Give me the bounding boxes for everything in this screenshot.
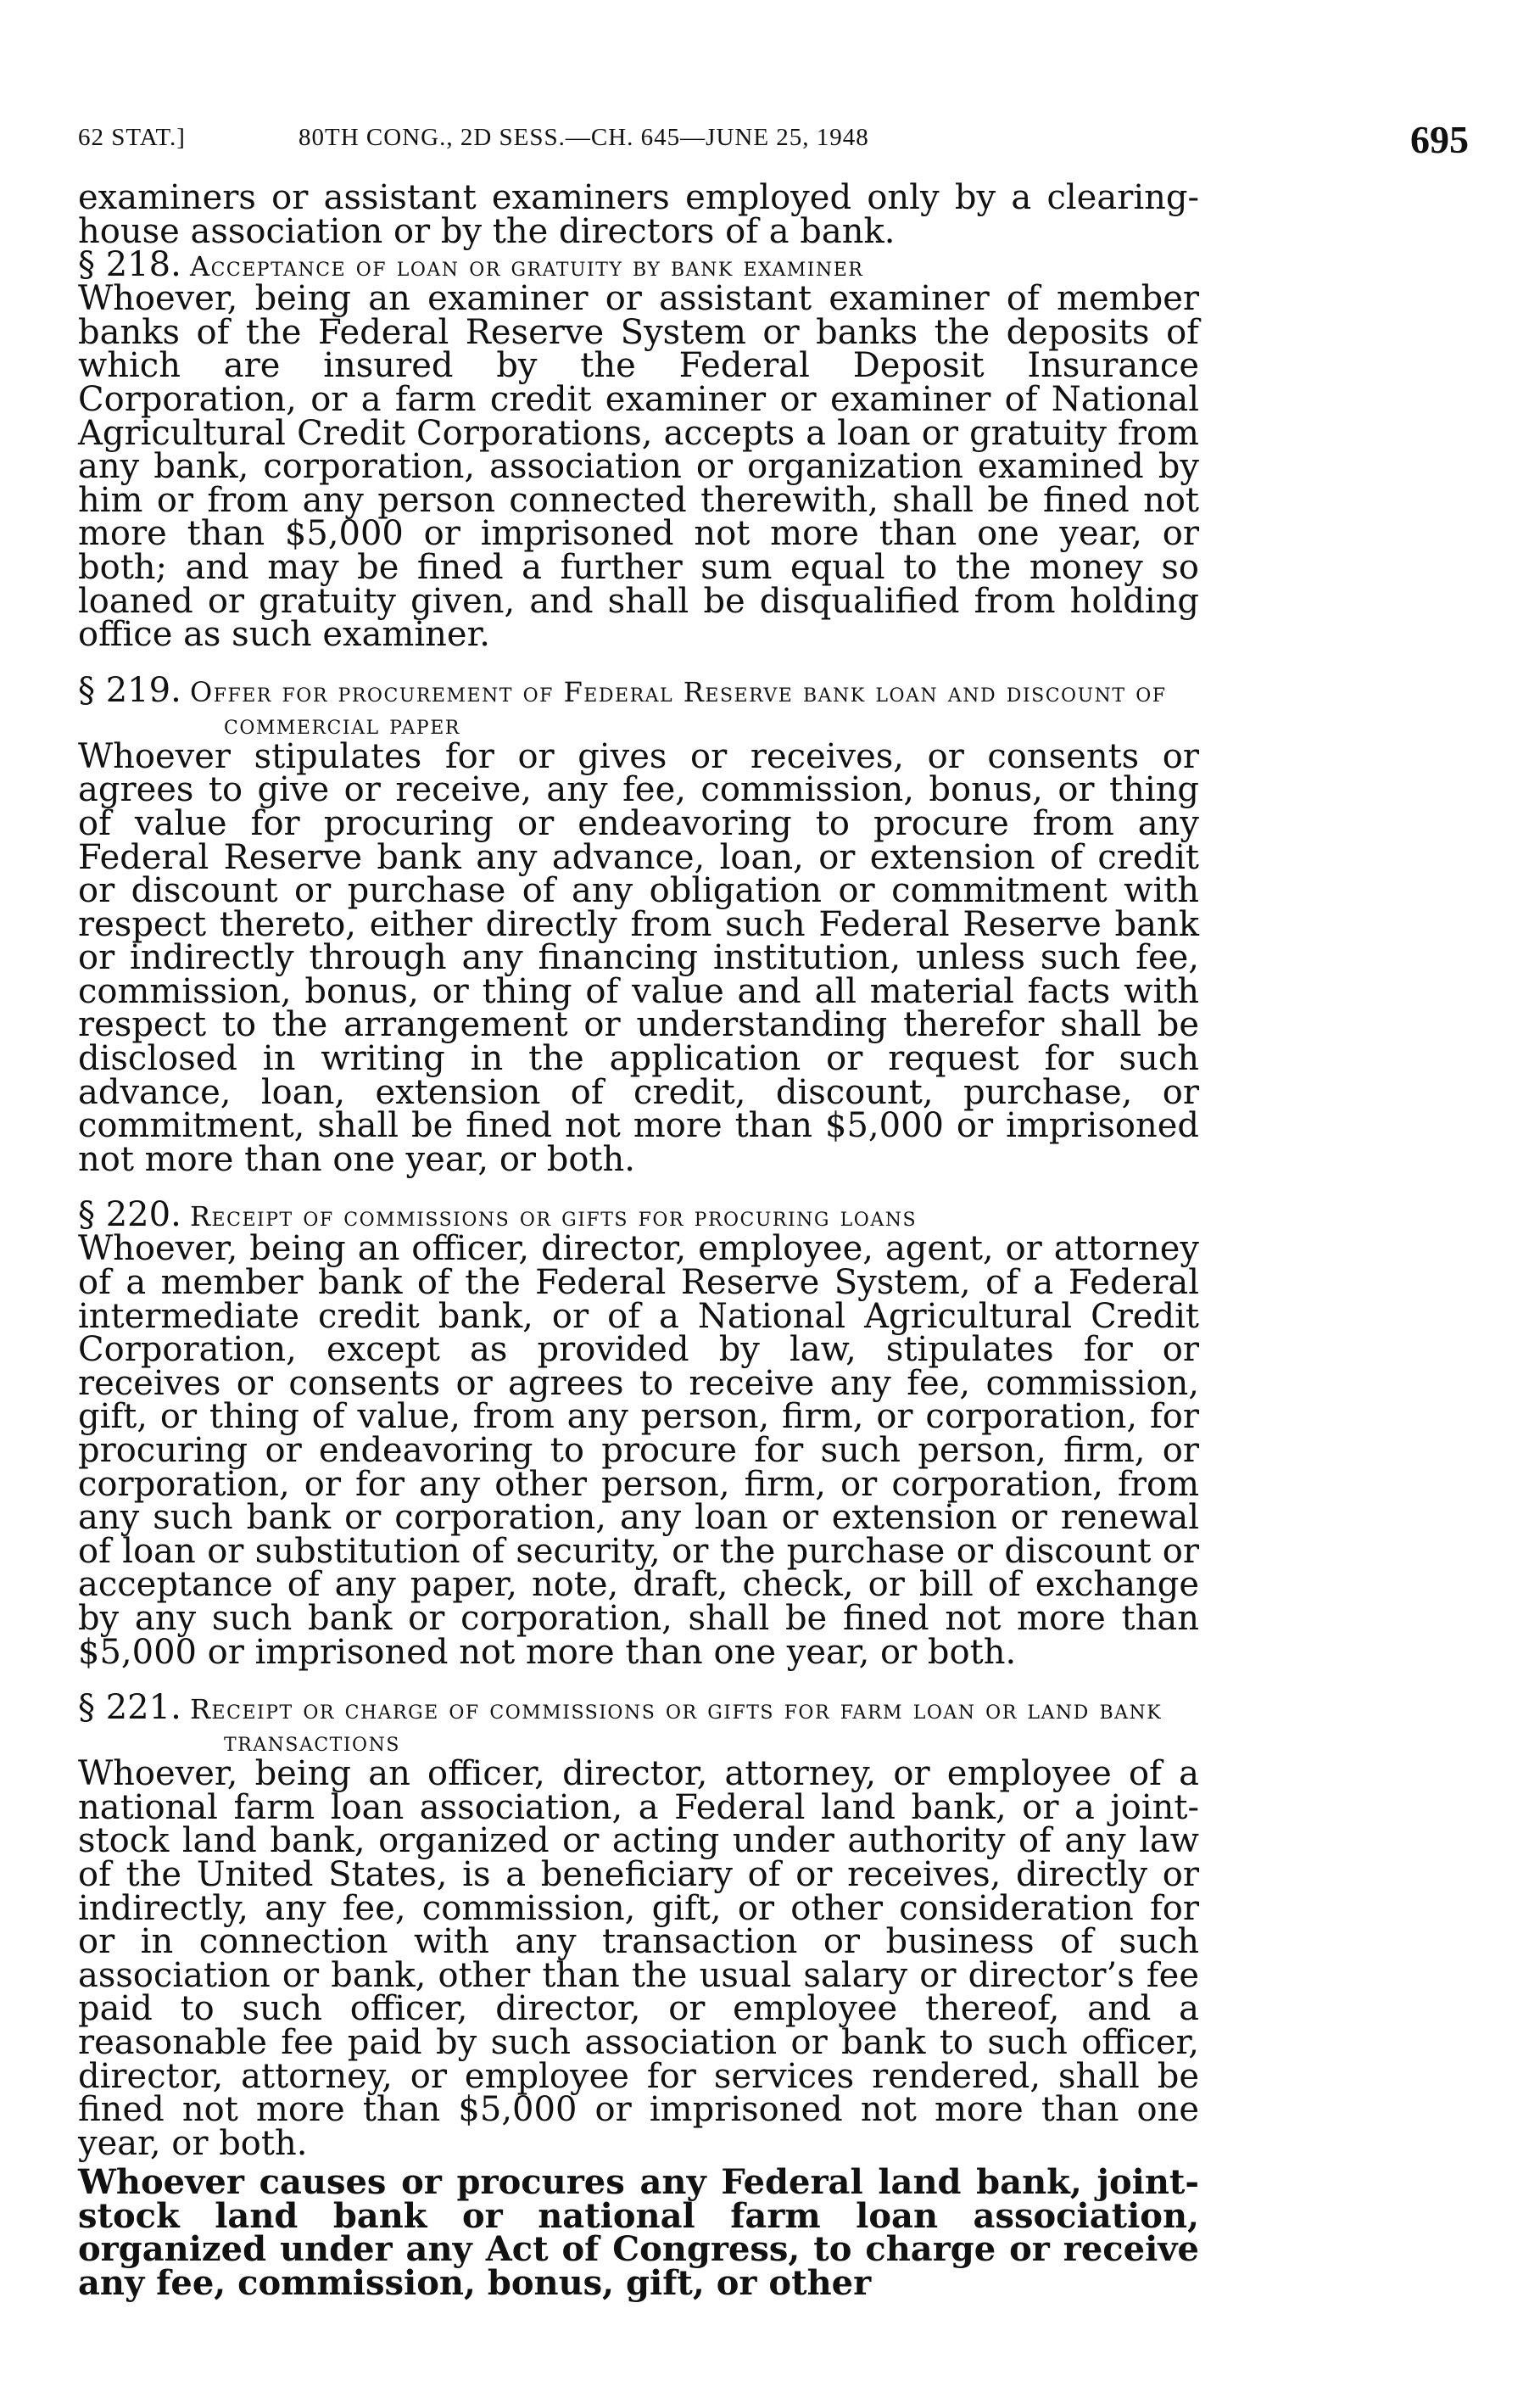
section-heading — [78, 1688, 1199, 1758]
section-paragraph: Whoever, being an officer, director, attorney, or employee of a national farm loan association, a Federal land bank, or a joint-stock land bank, organized or acting under authority of any law of the United States, is a beneficiary of or receives, directly or indirectly, any fee, commission, gift, or other consideration for or in connection with any transaction or business of such association or bank, other than the usual salary or director’s fee paid to such officer, director, or employee thereof, and a reasonable fee paid by such association or bank to such officer, director, attorney, or employee for services rendered, shall be fined not more than $5,000 or imprisoned not more than one year, or both. — [78, 1754, 1199, 2163]
section-number: § 219. — [78, 670, 181, 710]
section-219 — [78, 670, 1199, 1179]
section-title: Acceptance of loan or gratuity by bank examiner — [189, 250, 864, 283]
session-chapter-date: 80TH CONG., 2D SESS.—CH. 645—JUNE 25, 1948 — [299, 124, 869, 151]
statute-page — [78, 0, 1469, 2381]
section-heading — [78, 670, 1199, 741]
section-220 — [78, 1195, 1199, 1672]
section-number: § 218. — [78, 245, 181, 285]
section-paragraph: Whoever, being an examiner or assistant examiner of member banks of the Federal Reserve System or banks the deposits of which are insured by the Federal Deposit Insurance Corporation, or a farm credit examiner or examiner of National Agricultural Credit Corporations, accepts a loan or gratuity from any bank, corporation, association or organization examined by him or from any person connected therewith, shall be fined not more than $5,000 or imprisoned not more than one year, or both; and may be fined a further sum equal to the money so loaned or gratuity given, and shall be disqualified from holding office as such examiner. — [78, 279, 1199, 655]
section-title: Offer for procurement of Federal Reserve bank loan and discount of commercial paper — [189, 675, 1167, 741]
continued-paragraph: examiners or assistant examiners employed only by a clearing-house association or by the directors of a bank. — [78, 178, 1199, 251]
volume-citation: 62 STAT.] — [78, 124, 186, 151]
section-title: Receipt of commissions or gifts for procuring loans — [189, 1200, 918, 1233]
running-head — [78, 117, 1469, 168]
section-number: § 221. — [78, 1688, 181, 1728]
section-heading — [78, 245, 1199, 285]
section-221 — [78, 1688, 1199, 2304]
section-heading — [78, 1195, 1199, 1235]
page-number: 695 — [1410, 118, 1469, 161]
body-text — [78, 178, 1199, 2322]
section-paragraph: Whoever, being an officer, director, employee, agent, or attorney of a member bank of the Federal Reserve System, of a Federal intermediate credit bank, or of a National Agricultural Credit Corporation, except as provided by law, stipulates for or receives or consents or agrees to receive any fee, commission, gift, or thing of value, from any person, firm, or corporation, for procuring or endeavoring to procure for such person, firm, or corporation, or for any other person, firm, or corporation, from any such bank or corporation, any loan or extension or renewal of loan or substitution of security, or the purchase or discount or acceptance of any paper, note, draft, check, or bill of exchange by any such bank or corporation, shall be fined not more than $5,000 or imprisoned not more than one year, or both. — [78, 1229, 1199, 1672]
section-title: Receipt or charge of commissions or gifts for farm loan or land bank transactions — [189, 1693, 1163, 1758]
section-218 — [78, 245, 1199, 655]
section-number: § 220. — [78, 1195, 181, 1235]
section-paragraph: Whoever stipulates for or gives or receives, or consents or agrees to give or receive, any fee, commission, bonus, or thing of value for procuring or endeavoring to procure from any Federal Reserve bank any advance, loan, or extension of credit or discount or purchase of any obligation or commitment with respect thereto, either directly from such Federal Reserve bank or indirectly through any financing institution, unless such fee, commission, bonus, or thing of value and all material facts with respect to the arrangement or understanding therefor shall be disclosed in writing in the application or request for such advance, loan, extension of credit, discount, purchase, or commitment, shall be fined not more than $5,000 or imprisoned not more than one year, or both. — [78, 736, 1199, 1179]
section-paragraph: Whoever causes or procures any Federal land bank, joint-stock land bank or national farm loan association, organized under any Act of Congress, to charge or receive any fee, commission, bonus, gift, or other — [78, 2162, 1199, 2304]
